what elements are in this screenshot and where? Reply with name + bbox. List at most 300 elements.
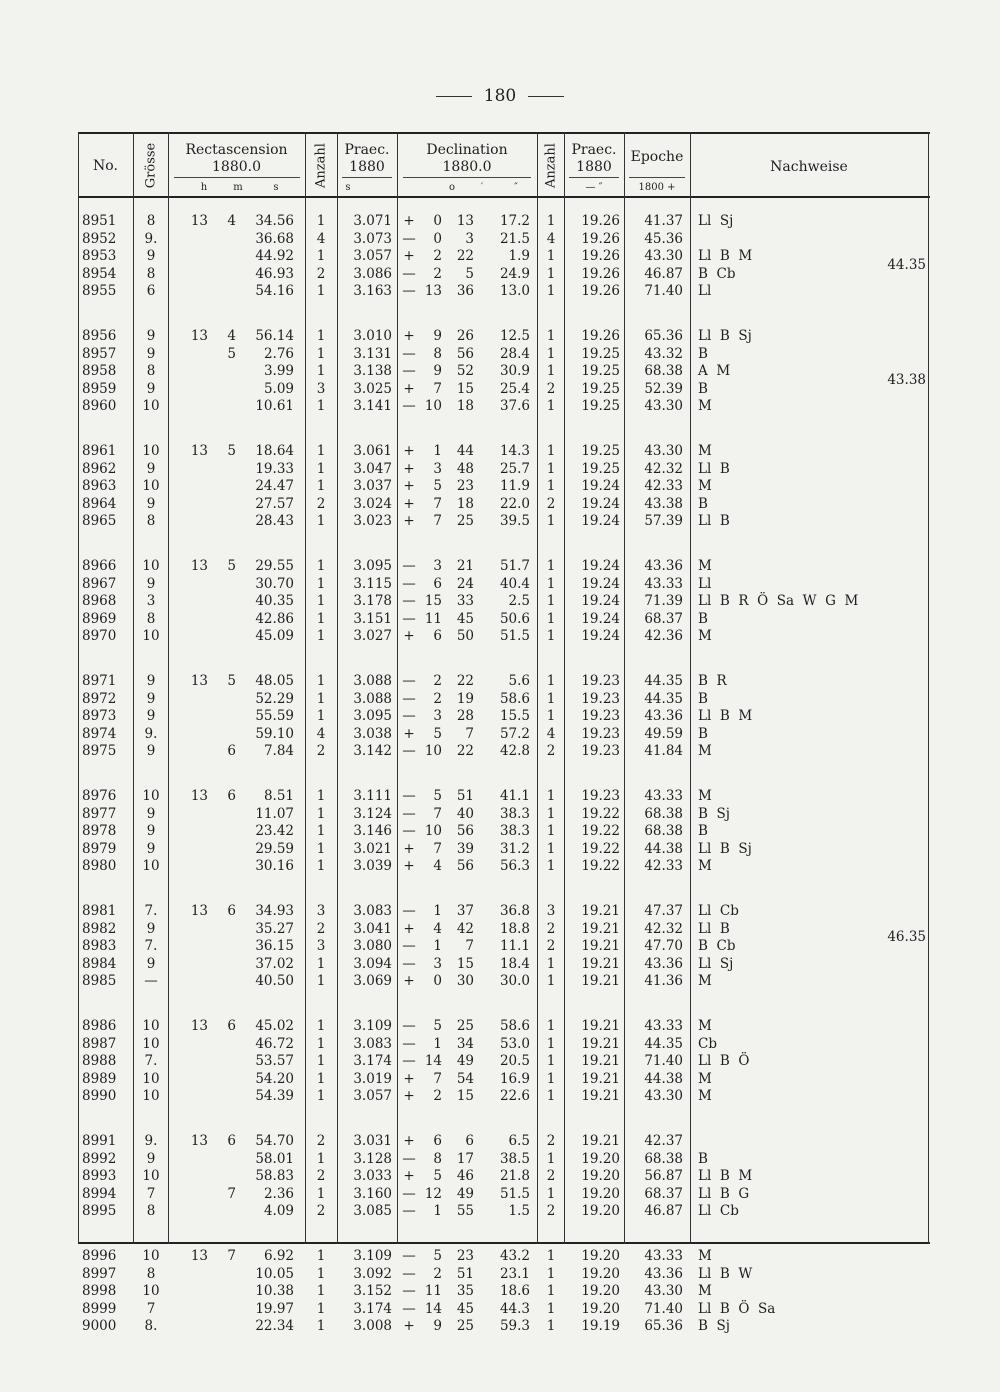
cell-praec-ra: 3.025	[353, 380, 392, 397]
cell-ra-s: 54.20	[255, 1070, 294, 1087]
cell-no: 8980	[82, 858, 117, 875]
cell-ra-m: 6	[227, 903, 236, 919]
cell-praec-ra: 3.109	[353, 1248, 392, 1264]
cell-groesse: 9	[146, 460, 156, 477]
cell-praec-decl: 19.20	[581, 1283, 620, 1300]
cell-ra-s: 10.61	[255, 398, 294, 415]
cell-epoche: 71.39	[644, 593, 683, 610]
cell-decl-sign: —	[402, 1248, 416, 1264]
cell-groesse: 10	[142, 1035, 160, 1052]
cell-decl-sign: —	[402, 1035, 416, 1052]
cell-praec-decl: 19.23	[581, 673, 620, 689]
cell-anzahl-decl: 1	[546, 558, 556, 574]
cell-praec-decl: 19.23	[581, 725, 620, 742]
cell-anzahl-decl: 1	[546, 1053, 556, 1070]
cell-anzahl-decl: 1	[546, 805, 556, 822]
cell-ra-s: 52.29	[255, 690, 294, 707]
cell-groesse: 9	[146, 328, 156, 344]
cell-praec-ra: 3.088	[353, 673, 392, 689]
cell-decl-deg: 9	[433, 328, 442, 344]
cell-nachweise: M	[698, 1018, 712, 1034]
cell-anzahl-decl: 1	[546, 363, 556, 380]
cell-praec-decl: 19.24	[581, 575, 620, 592]
cell-decl-min: 49	[456, 1185, 474, 1202]
cell-epoche: 43.30	[644, 1088, 683, 1105]
cell-no: 8996	[82, 1248, 117, 1264]
header-ra-epoch: 1880.0	[212, 159, 261, 175]
cell-ra-h: 13	[190, 443, 208, 459]
cell-decl-deg: 11	[424, 610, 442, 627]
cell-groesse: 10	[142, 788, 160, 804]
cell-epoche: 44.35	[644, 673, 683, 689]
cell-no: 8955	[82, 283, 117, 300]
cell-decl-min: 15	[456, 955, 474, 972]
cell-epoche: 43.30	[644, 1283, 683, 1300]
cell-ra-s: 2.76	[263, 345, 294, 362]
cell-decl-sec: 21.5	[499, 230, 530, 247]
cell-praec-ra: 3.146	[353, 823, 392, 840]
cell-decl-sign: +	[403, 513, 415, 530]
star-catalog-table	[78, 132, 930, 1335]
cell-no: 8973	[82, 708, 117, 725]
cell-praec-ra: 3.039	[353, 858, 392, 875]
cell-no: 8978	[82, 823, 117, 840]
cell-decl-min: 56	[456, 345, 474, 362]
cell-anzahl-decl: 1	[546, 1018, 556, 1034]
cell-decl-min: 52	[456, 363, 474, 380]
cell-decl-deg: 8	[433, 1150, 442, 1167]
cell-decl-deg: 6	[433, 575, 442, 592]
cell-decl-sec: 36.8	[499, 903, 530, 919]
cell-decl-sign: —	[402, 788, 416, 804]
cell-nachweise: B Cb	[698, 938, 736, 955]
cell-ra-s: 29.59	[255, 840, 294, 857]
cell-decl-min: 54	[456, 1070, 474, 1087]
cell-decl-sign: +	[403, 443, 415, 459]
cell-ra-h: 13	[190, 1133, 208, 1149]
cell-no: 8983	[82, 938, 117, 955]
cell-epoche: 44.35	[644, 1035, 683, 1052]
cell-decl-min: 45	[456, 610, 474, 627]
header-decl-subrule	[403, 177, 531, 178]
cell-anzahl-decl: 2	[546, 920, 556, 937]
cell-anzahl-decl: 1	[546, 478, 556, 495]
cell-ra-h: 13	[190, 903, 208, 919]
cell-anzahl-ra: 3	[316, 938, 326, 955]
cell-decl-sign: +	[403, 920, 415, 937]
cell-decl-min: 26	[456, 328, 474, 344]
cell-anzahl-decl: 1	[546, 513, 556, 530]
cell-decl-sec: 21.8	[499, 1168, 530, 1185]
cell-anzahl-decl: 1	[546, 1300, 556, 1317]
cell-ra-s: 11.07	[255, 805, 294, 822]
cell-decl-sign: +	[403, 1070, 415, 1087]
cell-anzahl-decl: 1	[546, 460, 556, 477]
cell-praec-ra: 3.037	[353, 478, 392, 495]
cell-ra-s: 4.09	[263, 1203, 294, 1220]
cell-anzahl-ra: 1	[316, 345, 326, 362]
cell-anzahl-ra: 1	[316, 788, 326, 804]
cell-ra-m: 7	[227, 1248, 236, 1264]
cell-decl-min: 48	[456, 460, 474, 477]
cell-decl-min: 24	[456, 575, 474, 592]
cell-ra-s: 54.16	[255, 283, 294, 300]
column-rule	[690, 132, 691, 1244]
cell-groesse: 9	[146, 743, 156, 760]
cell-anzahl-decl: 3	[546, 903, 556, 919]
cell-nachweise: B	[698, 610, 708, 627]
cell-decl-sec: 53.0	[499, 1035, 530, 1052]
cell-nachweise: Cb	[698, 1035, 717, 1052]
cell-praec-decl: 19.26	[581, 283, 620, 300]
cell-decl-min: 23	[456, 478, 474, 495]
cell-no: 8952	[82, 230, 117, 247]
cell-anzahl-ra: 2	[316, 265, 326, 282]
cell-praec-ra: 3.174	[353, 1300, 392, 1317]
cell-epoche: 43.32	[644, 345, 683, 362]
column-rule	[624, 132, 625, 1244]
cell-anzahl-decl: 1	[546, 213, 556, 229]
cell-anzahl-decl: 1	[546, 265, 556, 282]
cell-ra-s: 53.57	[255, 1053, 294, 1070]
cell-ra-s: 36.68	[255, 230, 294, 247]
cell-anzahl-ra: 2	[316, 1133, 326, 1149]
cell-no: 8987	[82, 1035, 117, 1052]
cell-praec-ra: 3.038	[353, 725, 392, 742]
cell-no: 8975	[82, 743, 117, 760]
cell-ra-s: 34.56	[255, 213, 294, 229]
cell-decl-sec: 43.2	[499, 1248, 530, 1264]
cell-decl-sign: —	[402, 1053, 416, 1070]
cell-anzahl-decl: 1	[546, 575, 556, 592]
header-ra-m: m	[233, 182, 243, 193]
cell-praec-ra: 3.141	[353, 398, 392, 415]
cell-no: 8989	[82, 1070, 117, 1087]
cell-decl-sign: —	[402, 823, 416, 840]
cell-epoche: 42.33	[644, 858, 683, 875]
cell-ra-s: 19.97	[255, 1300, 294, 1317]
cell-anzahl-decl: 1	[546, 345, 556, 362]
cell-anzahl-ra: 1	[316, 708, 326, 725]
cell-nachweise-extra: 44.35	[887, 256, 926, 273]
cell-decl-sign: +	[403, 973, 415, 990]
cell-anzahl-decl: 4	[546, 725, 556, 742]
cell-praec-decl: 19.20	[581, 1300, 620, 1317]
cell-epoche: 45.36	[644, 230, 683, 247]
cell-no: 8998	[82, 1283, 117, 1300]
cell-groesse: 9	[146, 1150, 156, 1167]
cell-decl-deg: 7	[433, 380, 442, 397]
cell-epoche: 42.37	[644, 1133, 683, 1149]
cell-anzahl-decl: 2	[546, 1203, 556, 1220]
cell-nachweise: Ll	[698, 575, 712, 592]
cell-decl-sign: +	[403, 858, 415, 875]
cell-decl-deg: 6	[433, 1133, 442, 1149]
header-decl-deg: o	[448, 182, 456, 193]
cell-praec-ra: 3.057	[353, 248, 392, 265]
cell-decl-deg: 11	[424, 1283, 442, 1300]
cell-anzahl-ra: 1	[316, 213, 326, 229]
cell-praec-decl: 19.25	[581, 345, 620, 362]
cell-ra-s: 45.09	[255, 628, 294, 645]
cell-anzahl-ra: 1	[316, 1150, 326, 1167]
cell-no: 8970	[82, 628, 117, 645]
cell-anzahl-decl: 2	[546, 1168, 556, 1185]
cell-ra-s: 35.27	[255, 920, 294, 937]
cell-ra-s: 6.92	[263, 1248, 294, 1264]
cell-decl-min: 22	[456, 673, 474, 689]
cell-groesse: 8	[146, 610, 156, 627]
cell-anzahl-ra: 3	[316, 380, 326, 397]
cell-decl-sign: —	[402, 938, 416, 955]
cell-anzahl-decl: 1	[546, 398, 556, 415]
cell-epoche: 42.32	[644, 920, 683, 937]
cell-groesse: 10	[142, 1283, 160, 1300]
cell-decl-sign: —	[402, 610, 416, 627]
cell-decl-min: 36	[456, 283, 474, 300]
page-number-text: 180	[483, 86, 517, 106]
cell-praec-decl: 19.21	[581, 938, 620, 955]
cell-decl-sign: —	[402, 230, 416, 247]
cell-decl-min: 17	[456, 1150, 474, 1167]
cell-anzahl-decl: 2	[546, 380, 556, 397]
cell-decl-min: 45	[456, 1300, 474, 1317]
cell-groesse: 8	[146, 213, 156, 229]
cell-praec-decl: 19.26	[581, 248, 620, 265]
cell-no: 9000	[82, 1318, 117, 1335]
cell-nachweise: B R	[698, 673, 727, 689]
cell-decl-sign: —	[402, 1265, 416, 1282]
cell-praec-ra: 3.174	[353, 1053, 392, 1070]
cell-anzahl-decl: 1	[546, 610, 556, 627]
cell-decl-deg: 3	[433, 558, 442, 574]
cell-nachweise: B Cb	[698, 265, 736, 282]
cell-ra-s: 36.15	[255, 938, 294, 955]
cell-epoche: 42.33	[644, 478, 683, 495]
cell-nachweise: Ll B G	[698, 1185, 750, 1202]
cell-praec-decl: 19.21	[581, 1088, 620, 1105]
cell-decl-deg: 7	[433, 1070, 442, 1087]
cell-nachweise: Ll B M	[698, 248, 753, 265]
cell-praec-ra: 3.024	[353, 495, 392, 512]
cell-decl-min: 46	[456, 1168, 474, 1185]
table-bottom-rule	[78, 1242, 930, 1244]
cell-praec-ra: 3.128	[353, 1150, 392, 1167]
cell-decl-deg: 5	[433, 1168, 442, 1185]
cell-decl-sec: 11.9	[499, 478, 530, 495]
cell-no: 8992	[82, 1150, 117, 1167]
cell-no: 8972	[82, 690, 117, 707]
cell-praec-ra: 3.069	[353, 973, 392, 990]
cell-decl-sign: +	[403, 628, 415, 645]
cell-praec-decl: 19.21	[581, 1133, 620, 1149]
cell-ra-s: 54.39	[255, 1088, 294, 1105]
cell-decl-sign: +	[403, 1318, 415, 1335]
cell-groesse: —	[144, 973, 158, 990]
cell-nachweise: Ll Cb	[698, 903, 739, 919]
cell-epoche: 43.38	[644, 495, 683, 512]
cell-praec-ra: 3.033	[353, 1168, 392, 1185]
cell-praec-ra: 3.083	[353, 1035, 392, 1052]
cell-groesse: 8	[146, 363, 156, 380]
cell-anzahl-ra: 1	[316, 1035, 326, 1052]
cell-epoche: 41.84	[644, 743, 683, 760]
cell-anzahl-ra: 1	[316, 955, 326, 972]
cell-anzahl-ra: 1	[316, 248, 326, 265]
cell-decl-sec: 25.7	[499, 460, 530, 477]
cell-ra-s: 34.93	[255, 903, 294, 919]
cell-anzahl-decl: 1	[546, 328, 556, 344]
header-praec-ra-unit: s	[345, 182, 351, 193]
cell-nachweise: B	[698, 823, 708, 840]
cell-ra-s: 55.59	[255, 708, 294, 725]
cell-groesse: 9	[146, 690, 156, 707]
header-ra-s: s	[273, 182, 279, 193]
cell-epoche: 68.38	[644, 823, 683, 840]
cell-epoche: 43.30	[644, 443, 683, 459]
cell-decl-min: 55	[456, 1203, 474, 1220]
cell-ra-s: 40.35	[255, 593, 294, 610]
cell-nachweise: M	[698, 558, 712, 574]
cell-no: 8993	[82, 1168, 117, 1185]
cell-ra-s: 45.02	[255, 1018, 294, 1034]
header-groesse: Grösse	[143, 142, 159, 189]
cell-decl-min: 51	[456, 788, 474, 804]
cell-anzahl-ra: 1	[316, 1265, 326, 1282]
cell-decl-sign: +	[403, 840, 415, 857]
cell-anzahl-decl: 2	[546, 1133, 556, 1149]
cell-ra-s: 8.51	[263, 788, 294, 804]
cell-anzahl-decl: 1	[546, 1088, 556, 1105]
cell-epoche: 65.36	[644, 1318, 683, 1335]
cell-anzahl-ra: 1	[316, 1053, 326, 1070]
cell-no: 8960	[82, 398, 117, 415]
cell-praec-decl: 19.25	[581, 380, 620, 397]
cell-decl-sec: 51.5	[499, 628, 530, 645]
cell-nachweise: B	[698, 345, 708, 362]
cell-anzahl-decl: 1	[546, 1185, 556, 1202]
cell-nachweise: B	[698, 725, 708, 742]
header-praec-decl-year: 1880	[576, 159, 612, 175]
cell-praec-decl: 19.20	[581, 1185, 620, 1202]
cell-anzahl-decl: 1	[546, 283, 556, 300]
cell-anzahl-ra: 4	[316, 725, 326, 742]
cell-decl-min: 37	[456, 903, 474, 919]
cell-praec-ra: 3.031	[353, 1133, 392, 1149]
cell-anzahl-decl: 1	[546, 708, 556, 725]
cell-decl-sec: 18.6	[499, 1283, 530, 1300]
cell-praec-decl: 19.21	[581, 1070, 620, 1087]
cell-anzahl-decl: 1	[546, 823, 556, 840]
cell-epoche: 43.36	[644, 708, 683, 725]
cell-decl-sec: 30.9	[499, 363, 530, 380]
cell-groesse: 7.	[144, 903, 158, 919]
cell-praec-decl: 19.21	[581, 973, 620, 990]
header-rectascension: Rectascension	[185, 142, 288, 158]
cell-ra-s: 30.16	[255, 858, 294, 875]
cell-groesse: 9.	[144, 725, 158, 742]
cell-anzahl-ra: 1	[316, 823, 326, 840]
header-praec-ra-subrule	[342, 177, 392, 178]
cell-decl-deg: 10	[424, 743, 442, 760]
cell-groesse: 7	[146, 1300, 156, 1317]
header-praec-decl: Praec.	[571, 142, 617, 158]
cell-ra-s: 10.05	[255, 1265, 294, 1282]
cell-no: 8965	[82, 513, 117, 530]
cell-ra-s: 3.99	[263, 363, 294, 380]
cell-ra-s: 42.86	[255, 610, 294, 627]
cell-decl-sec: 23.1	[499, 1265, 530, 1282]
cell-ra-m: 7	[227, 1185, 236, 1202]
cell-decl-sign: —	[402, 558, 416, 574]
cell-decl-sign: +	[403, 725, 415, 742]
cell-praec-ra: 3.111	[353, 788, 392, 804]
header-praec-decl-unit: — ″	[585, 182, 603, 193]
cell-ra-h: 13	[190, 213, 208, 229]
cell-nachweise: Ll	[698, 283, 712, 300]
cell-anzahl-decl: 1	[546, 628, 556, 645]
cell-praec-decl: 19.25	[581, 363, 620, 380]
cell-decl-deg: 2	[433, 690, 442, 707]
cell-decl-sign: +	[403, 1133, 415, 1149]
cell-nachweise: Ll B	[698, 920, 730, 937]
cell-epoche: 65.36	[644, 328, 683, 344]
cell-anzahl-ra: 1	[316, 690, 326, 707]
cell-decl-deg: 3	[433, 460, 442, 477]
cell-decl-sign: +	[403, 328, 415, 344]
cell-praec-decl: 19.23	[581, 788, 620, 804]
cell-decl-min: 15	[456, 1088, 474, 1105]
cell-no: 8986	[82, 1018, 117, 1034]
cell-anzahl-ra: 1	[316, 858, 326, 875]
cell-anzahl-ra: 4	[316, 230, 326, 247]
cell-decl-min: 7	[465, 938, 474, 955]
cell-decl-min: 50	[456, 628, 474, 645]
cell-decl-min: 33	[456, 593, 474, 610]
cell-decl-deg: 2	[433, 248, 442, 265]
cell-anzahl-decl: 1	[546, 1035, 556, 1052]
cell-praec-ra: 3.138	[353, 363, 392, 380]
cell-nachweise: Ll B	[698, 513, 730, 530]
cell-epoche: 68.37	[644, 1185, 683, 1202]
cell-ra-m: 5	[227, 558, 236, 574]
cell-decl-sec: 44.3	[499, 1300, 530, 1317]
cell-nachweise: Ll B Sj	[698, 840, 752, 857]
cell-epoche: 68.38	[644, 1150, 683, 1167]
cell-decl-deg: 4	[433, 858, 442, 875]
header-praec-ra-year: 1880	[349, 159, 385, 175]
cell-ra-s: 10.38	[255, 1283, 294, 1300]
cell-decl-deg: 1	[433, 903, 442, 919]
cell-epoche: 43.33	[644, 788, 683, 804]
cell-groesse: 8	[146, 1203, 156, 1220]
cell-decl-sec: 16.9	[499, 1070, 530, 1087]
cell-ra-s: 58.83	[255, 1168, 294, 1185]
cell-decl-sec: 22.0	[499, 495, 530, 512]
cell-decl-sec: 42.8	[499, 743, 530, 760]
cell-praec-decl: 19.22	[581, 858, 620, 875]
cell-decl-deg: 9	[433, 1318, 442, 1335]
cell-ra-s: 59.10	[255, 725, 294, 742]
cell-no: 8977	[82, 805, 117, 822]
cell-decl-deg: 14	[424, 1300, 442, 1317]
cell-praec-decl: 19.24	[581, 610, 620, 627]
cell-no: 8988	[82, 1053, 117, 1070]
cell-epoche: 43.33	[644, 1248, 683, 1264]
cell-no: 8969	[82, 610, 117, 627]
cell-anzahl-ra: 1	[316, 973, 326, 990]
cell-nachweise: B	[698, 1150, 708, 1167]
